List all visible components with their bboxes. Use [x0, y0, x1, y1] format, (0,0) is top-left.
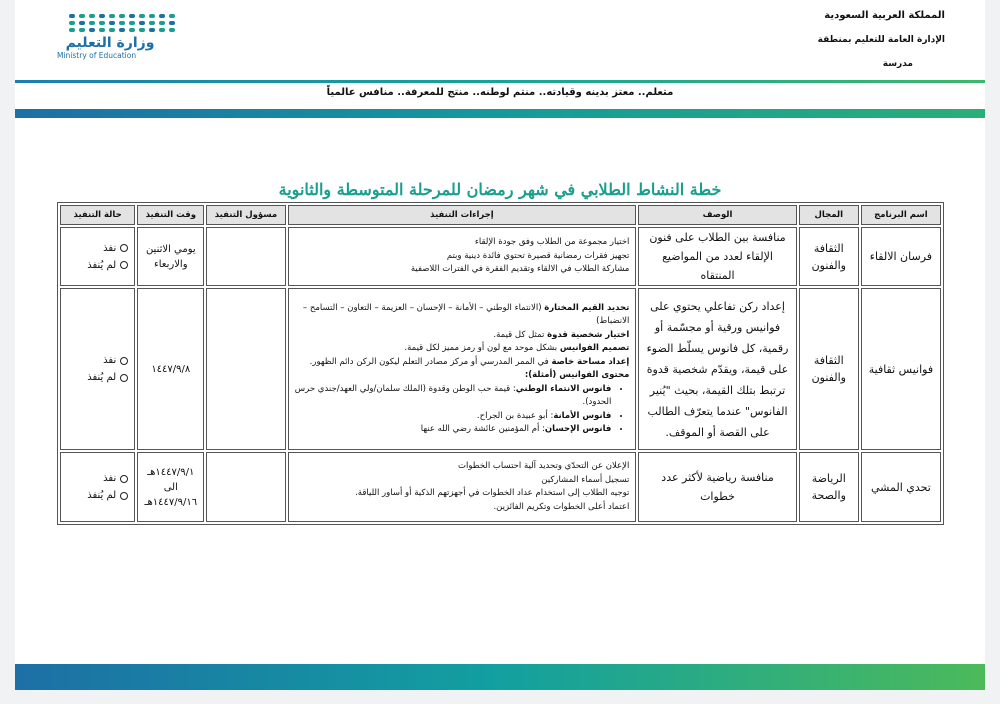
header-program: اسم البرنامج — [861, 205, 941, 225]
header-field: المجال — [799, 205, 859, 225]
program-name: تحدي المشي — [861, 452, 941, 522]
logo-dot — [109, 28, 115, 32]
program-name: فوانيس ثقافية — [861, 288, 941, 450]
procedure-item: تسجيل أسماء المشاركين — [541, 474, 630, 485]
logo-dot — [79, 28, 85, 32]
logo-english-text: Ministry of Education — [57, 51, 137, 60]
logo-dot — [159, 28, 165, 32]
logo-dot — [129, 28, 135, 32]
list-item: • فانوس الإحسان: أم المؤمنين عائشة رضي الله عنها — [295, 423, 612, 437]
header-info — [818, 8, 945, 72]
status-done-option[interactable] — [62, 352, 128, 369]
logo-dot — [89, 28, 95, 32]
logo-dot — [69, 14, 75, 18]
school-label: مدرسة — [882, 59, 913, 69]
logo-dot — [109, 21, 115, 25]
procedures-cell — [288, 452, 637, 522]
logo-dot — [149, 14, 155, 18]
logo-dot — [99, 28, 105, 32]
time-line1: ١٤٤٧/٩/١هـ — [147, 466, 195, 478]
logo-dot — [89, 14, 95, 18]
header-procedures: إجراءات التنفيذ — [288, 205, 637, 225]
time-mid: الى — [163, 481, 178, 493]
logo-dot — [69, 21, 75, 25]
time-line2: والاربعاء — [154, 258, 188, 270]
procedure-item: اختيار مجموعة من الطلاب وفق جودة الإلقاء — [474, 237, 630, 248]
time-line1: يومي الاثنين — [145, 243, 196, 255]
field-cell — [799, 227, 859, 286]
logo-dot — [109, 14, 115, 18]
document-page — [15, 0, 985, 690]
status-cell — [60, 227, 135, 286]
field-line1: الرياضة — [811, 472, 846, 485]
status-done-option[interactable] — [62, 470, 128, 487]
procedure-item: مشاركة الطلاب في الالقاء وتقديم الفقرة في الفترات اللاصفية — [410, 264, 630, 275]
status-not-done-option[interactable] — [62, 369, 128, 386]
header-time: وقت التنفيذ — [137, 205, 204, 225]
logo-dot — [69, 28, 75, 32]
status-cell — [60, 288, 135, 450]
status-done-option[interactable] — [62, 240, 128, 257]
procedure-item: اختيار شخصية قدوة تمثل كل قيمة. — [493, 329, 630, 340]
description: إعداد ركن تفاعلي يحتوي على فوانيس ورقية أو مجسّمة أو رقمية، كل فانوس يسلّط الضوء على قيمة، ويقدّم شخصية قدوة ترتبط بتلك القيمة، بحيث "يُنير الفانوس" عندما يتعرّف الطالب على القصة أو الموقف. — [638, 288, 796, 450]
administration-label: الإدارة العامة للتعليم بمنطقة — [817, 35, 945, 45]
logo-arabic-text: وزارة التعليم — [65, 35, 155, 51]
table-row — [60, 452, 941, 522]
procedures-cell — [288, 288, 637, 450]
logo-dot — [139, 28, 145, 32]
field-line1: الثقافة — [813, 354, 844, 367]
slogan: متعلم.. معتز بدينه وقيادته.. منتم لوطنه.. منتج للمعرفة.. منافس عالمياً — [326, 87, 674, 98]
list-item: • فانوس الانتماء الوطني: قيمة حب الوطن وقدوة (الملك سلمان/ولي العهد/جندي حرس الحدود). — [295, 383, 612, 410]
radio-icon[interactable] — [120, 357, 128, 365]
procedures-cell — [288, 227, 637, 286]
logo-dot — [119, 21, 125, 25]
status-done-label: نفذ — [103, 355, 117, 366]
table-row — [60, 227, 941, 286]
activity-plan-table — [57, 202, 944, 525]
description: منافسة بين الطلاب على فنون الإلقاء لعدد من المواضيع المنتقاه — [638, 227, 796, 286]
logo-dot — [129, 21, 135, 25]
logo-dot — [169, 28, 175, 32]
table-row — [60, 288, 941, 450]
responsible-cell[interactable] — [206, 452, 285, 522]
time-cell — [137, 288, 204, 450]
procedure-item: محتوى الفوانيس (أمثلة): — [524, 370, 630, 380]
procedure-item: إعداد مساحة خاصة في الممر المدرسي أو مركز مصادر التعلم ليكون الركن دائم الظهور. — [309, 356, 630, 367]
logo-dot — [169, 21, 175, 25]
list-item: • فانوس الأمانة: أبو عبيدة بن الجراح. — [295, 410, 612, 424]
field-line2: والفنون — [811, 258, 846, 272]
lantern-examples-list — [295, 383, 630, 437]
procedure-item: تجهيز فقرات رمضانية قصيرة تحتوي فائدة دينية وبتم — [446, 250, 630, 261]
top-gradient-line — [15, 80, 985, 83]
logo-dot — [149, 28, 155, 32]
radio-icon[interactable] — [120, 374, 128, 382]
status-not-done-label: لم يُنفذ — [87, 372, 117, 383]
status-not-done-label: لم يُنفذ — [87, 490, 117, 501]
logo-dot — [169, 14, 175, 18]
logo-dot — [89, 21, 95, 25]
procedure-item: تحديد القيم المختارة (الانتماء الوطني – الأمانة – الإحسان – العزيمة – التعاون – التسامح – الانضباط) — [302, 302, 630, 326]
field-cell — [799, 288, 859, 450]
status-not-done-option[interactable] — [62, 257, 128, 274]
header-gradient-band — [15, 109, 985, 118]
procedure-item: توجيه الطلاب إلى استخدام عداد الخطوات في أجهزتهم الذكية أو أساور اللياقة. — [355, 488, 630, 498]
radio-icon[interactable] — [120, 492, 128, 500]
logo-dot — [99, 21, 105, 25]
kingdom-label: المملكة العربية السعودية — [824, 10, 945, 21]
status-not-done-option[interactable] — [62, 487, 128, 504]
logo-dot — [139, 21, 145, 25]
logo-dot — [119, 28, 125, 32]
table-header-row — [60, 205, 941, 225]
footer-gradient-band — [15, 664, 985, 690]
radio-icon[interactable] — [120, 261, 128, 269]
logo-dot — [159, 21, 165, 25]
status-not-done-label: لم يُنفذ — [87, 259, 117, 271]
logo-dots-icon — [69, 14, 165, 32]
ministry-logo — [55, 14, 165, 74]
program-name: فرسان الالقاء — [861, 227, 941, 286]
header-description: الوصف — [638, 205, 796, 225]
radio-icon[interactable] — [120, 244, 128, 252]
header-status: حالة التنفيذ — [60, 205, 135, 225]
responsible-cell[interactable] — [206, 288, 285, 450]
status-done-label: نفذ — [103, 473, 117, 484]
logo-dot — [159, 14, 165, 18]
logo-dot — [129, 14, 135, 18]
procedure-item: اعتماد أعلى الخطوات وتكريم الفائزين. — [493, 501, 630, 512]
time-line2: ١٤٤٧/٩/١٦هـ — [144, 496, 198, 508]
time-line1: ١٤٤٧/٩/٨ — [151, 363, 191, 375]
page-title: خطة النشاط الطلابي في شهر رمضان للمرحلة المتوسطة والثانوية — [278, 180, 722, 199]
radio-icon[interactable] — [120, 475, 128, 483]
responsible-cell[interactable] — [206, 227, 285, 286]
logo-dot — [99, 14, 105, 18]
field-line2: والفنون — [811, 371, 846, 384]
field-line2: والصحة — [811, 489, 846, 502]
logo-dot — [79, 14, 85, 18]
logo-dot — [119, 14, 125, 18]
status-done-label: نفذ — [103, 242, 117, 254]
logo-dot — [139, 14, 145, 18]
field-cell — [799, 452, 859, 522]
header-responsible: مسؤول التنفيذ — [206, 205, 285, 225]
time-cell — [137, 227, 204, 286]
time-cell — [137, 452, 204, 522]
procedure-item: تصميم الفوانيس بشكل موحد مع لون أو رمز مميز لكل قيمة. — [404, 343, 630, 353]
description: منافسة رياضية لأكثر عدد خطوات — [638, 452, 796, 522]
logo-dot — [79, 21, 85, 25]
logo-dot — [149, 21, 155, 25]
field-line1: الثقافة — [813, 241, 844, 255]
status-cell — [60, 452, 135, 522]
procedure-item: الإعلان عن التحدّي وتحديد آلية احتساب الخطوات — [458, 461, 630, 471]
